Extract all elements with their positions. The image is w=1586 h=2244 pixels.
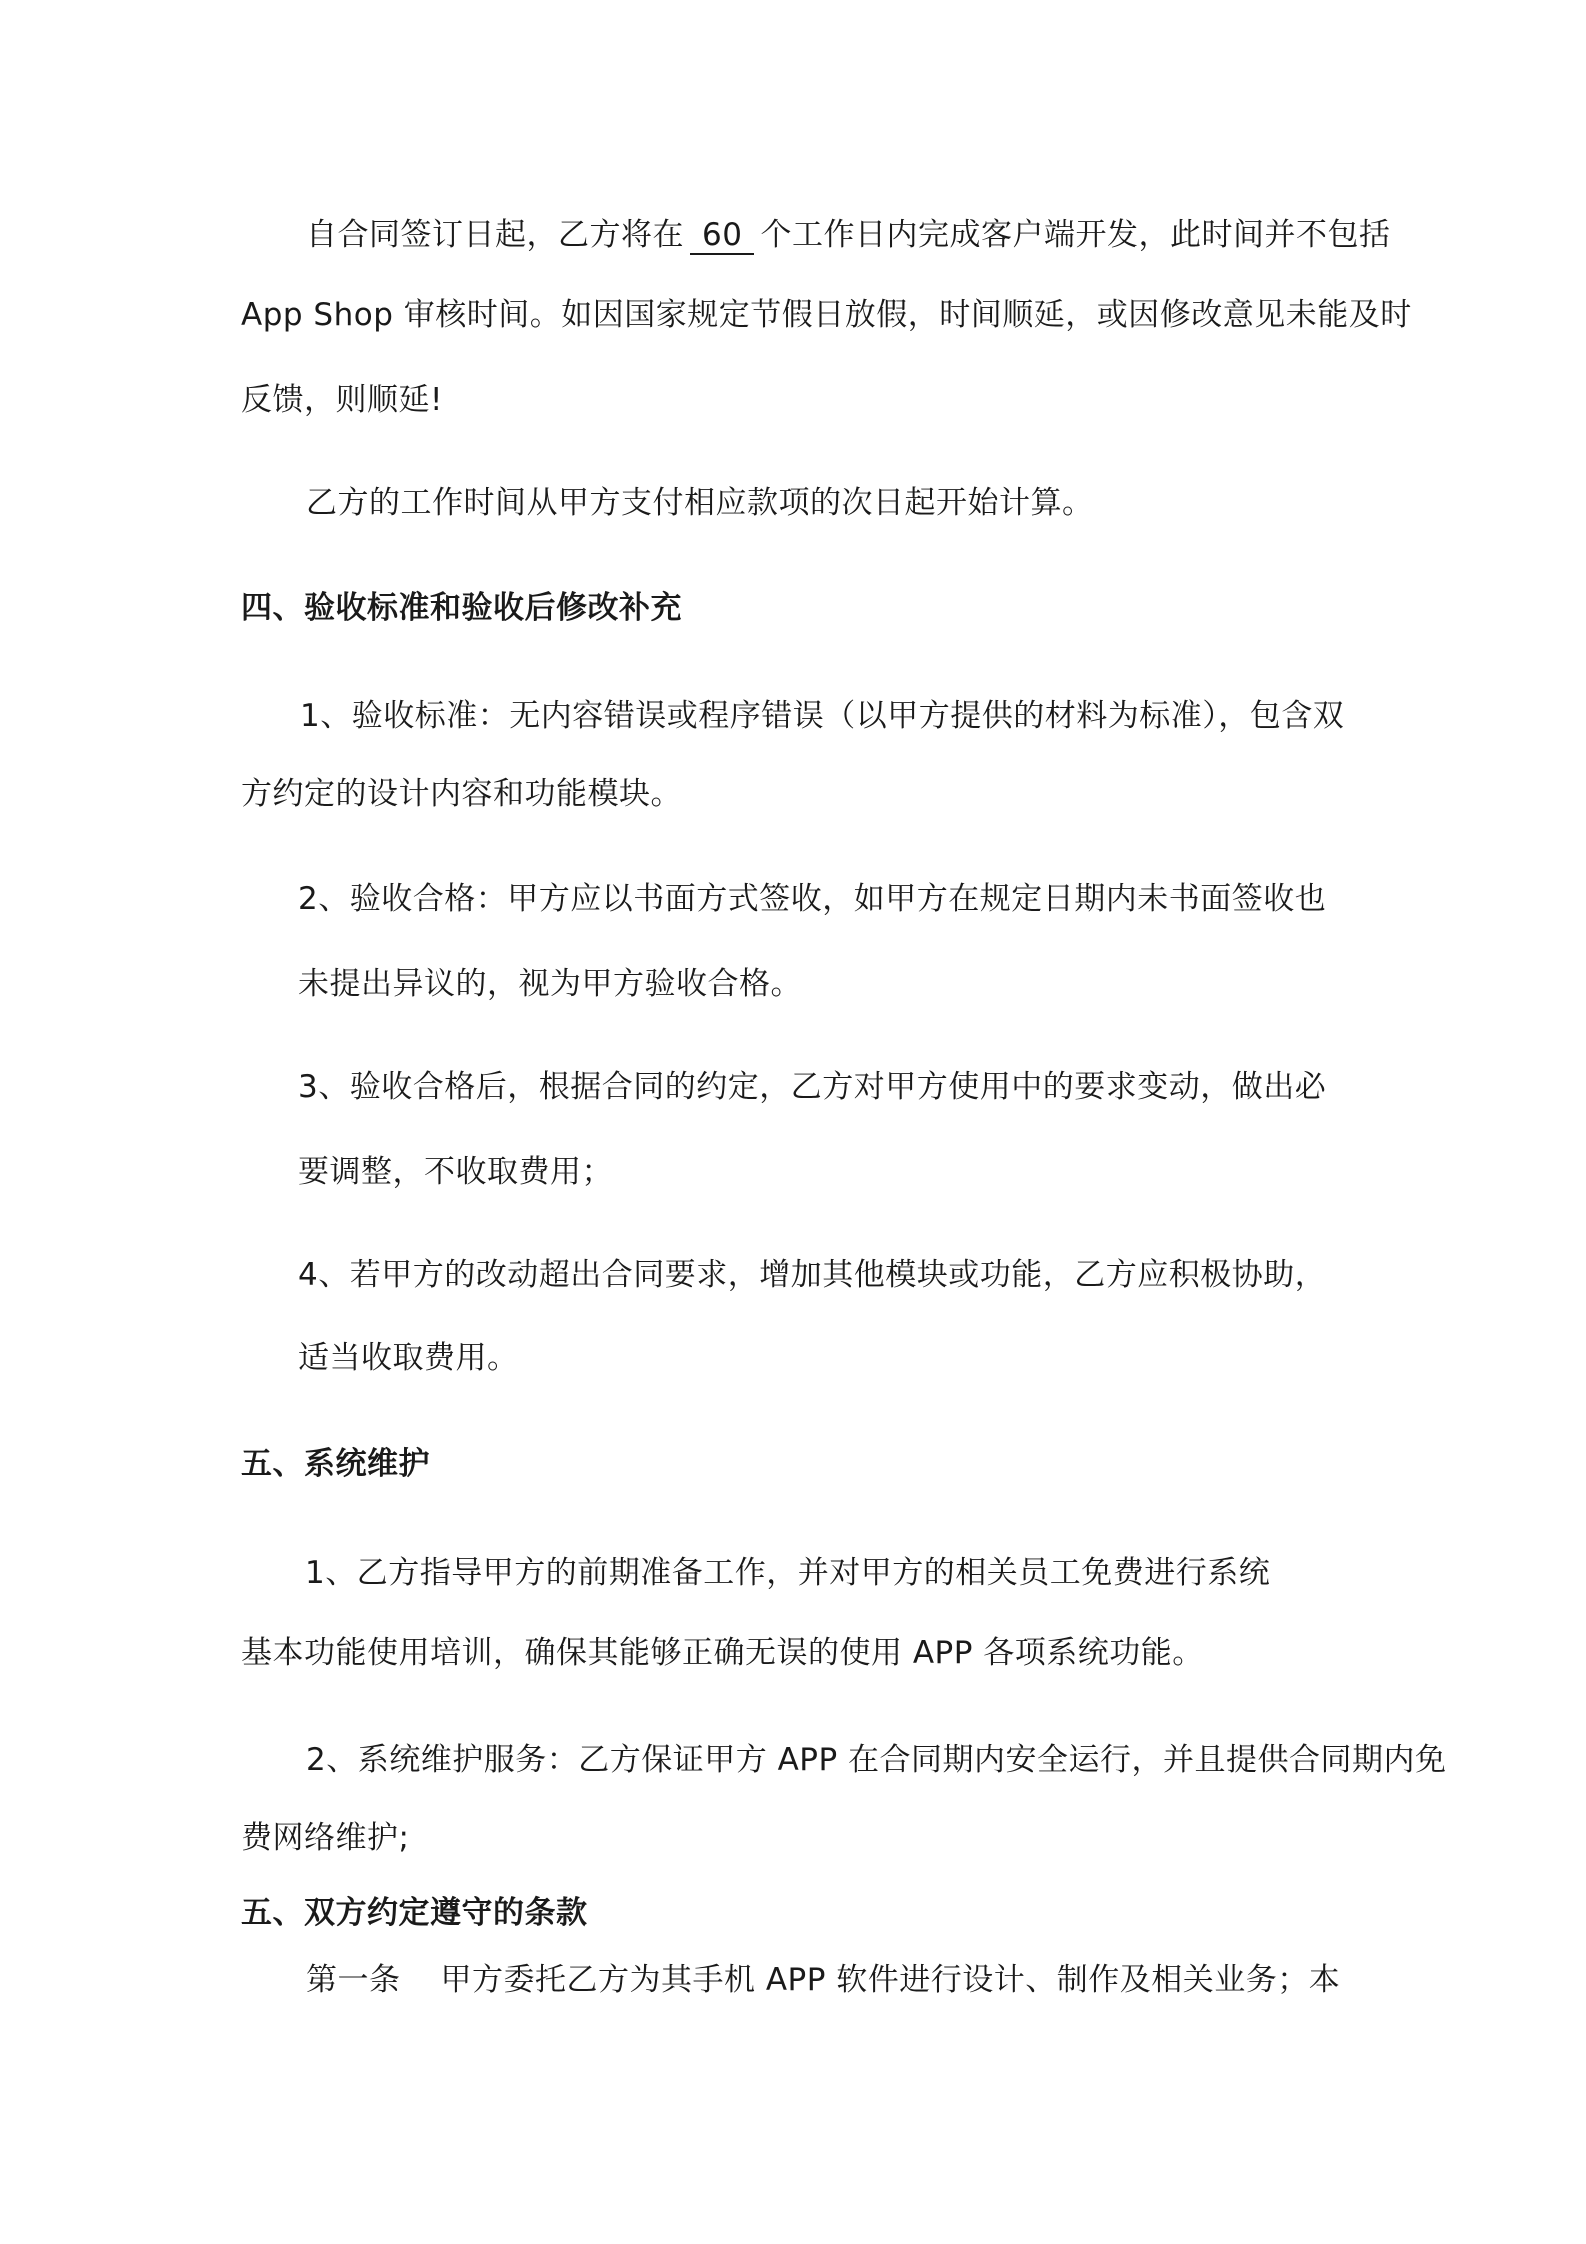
- section-4-item-2-line-2: 未提出异议的，视为甲方验收合格。: [298, 966, 802, 1002]
- section-4-item-2-line-1: 2、验收合格：甲方应以书面方式签收，如甲方在规定日期内未书面签收也: [298, 881, 1327, 917]
- section-4-item-1-line-2: 方约定的设计内容和功能模块。: [241, 776, 682, 812]
- section-4-heading: 四、验收标准和验收后修改补充: [241, 590, 682, 626]
- section-4-item-4-line-2: 适当收取费用。: [298, 1340, 519, 1376]
- paragraph-1-line-2: App Shop 审核时间。如因国家规定节假日放假，时间顺延，或因修改意见未能及时: [241, 297, 1412, 333]
- section-4-item-4-line-1: 4、若甲方的改动超出合同要求，增加其他模块或功能，乙方应积极协助，: [298, 1257, 1327, 1293]
- article-1-text: 甲方委托乙方为其手机 APP 软件进行设计、制作及相关业务；本: [440, 1962, 1341, 1998]
- section-5b-article-1: [306, 1960, 1340, 2000]
- paragraph-2: 乙方的工作时间从甲方支付相应款项的次日起开始计算。: [306, 485, 1094, 521]
- section-4-item-3-line-1: 3、验收合格后，根据合同的约定，乙方对甲方使用中的要求变动，做出必: [298, 1069, 1327, 1105]
- section-5a-item-1-line-1: 1、乙方指导甲方的前期准备工作，并对甲方的相关员工免费进行系统: [305, 1555, 1271, 1591]
- section-4-item-3-line-2: 要调整，不收取费用；: [298, 1154, 613, 1190]
- p1-text-before: 自合同签订日起，乙方将在: [306, 217, 684, 253]
- p1-text-after: 个工作日内完成客户端开发，此时间并不包括: [760, 217, 1391, 253]
- section-4-item-1-line-1: 1、验收标准：无内容错误或程序错误（以甲方提供的材料为标准），包含双: [300, 698, 1345, 734]
- article-1-label: 第一条: [306, 1962, 401, 1998]
- section-5a-item-2-line-2: 费网络维护;: [241, 1820, 410, 1856]
- section-5b-heading: 五、双方约定遵守的条款: [241, 1895, 588, 1931]
- section-5a-heading: 五、系统维护: [241, 1446, 430, 1482]
- section-5a-item-1-line-2: 基本功能使用培训，确保其能够正确无误的使用 APP 各项系统功能。: [241, 1635, 1204, 1671]
- paragraph-1-line-3: 反馈，则顺延!: [241, 382, 443, 418]
- days-blank: 60: [690, 217, 754, 255]
- section-5a-item-2-line-1: 2、系统维护服务：乙方保证甲方 APP 在合同期内安全运行，并且提供合同期内免: [306, 1742, 1447, 1778]
- paragraph-1-line-1: [306, 215, 1390, 255]
